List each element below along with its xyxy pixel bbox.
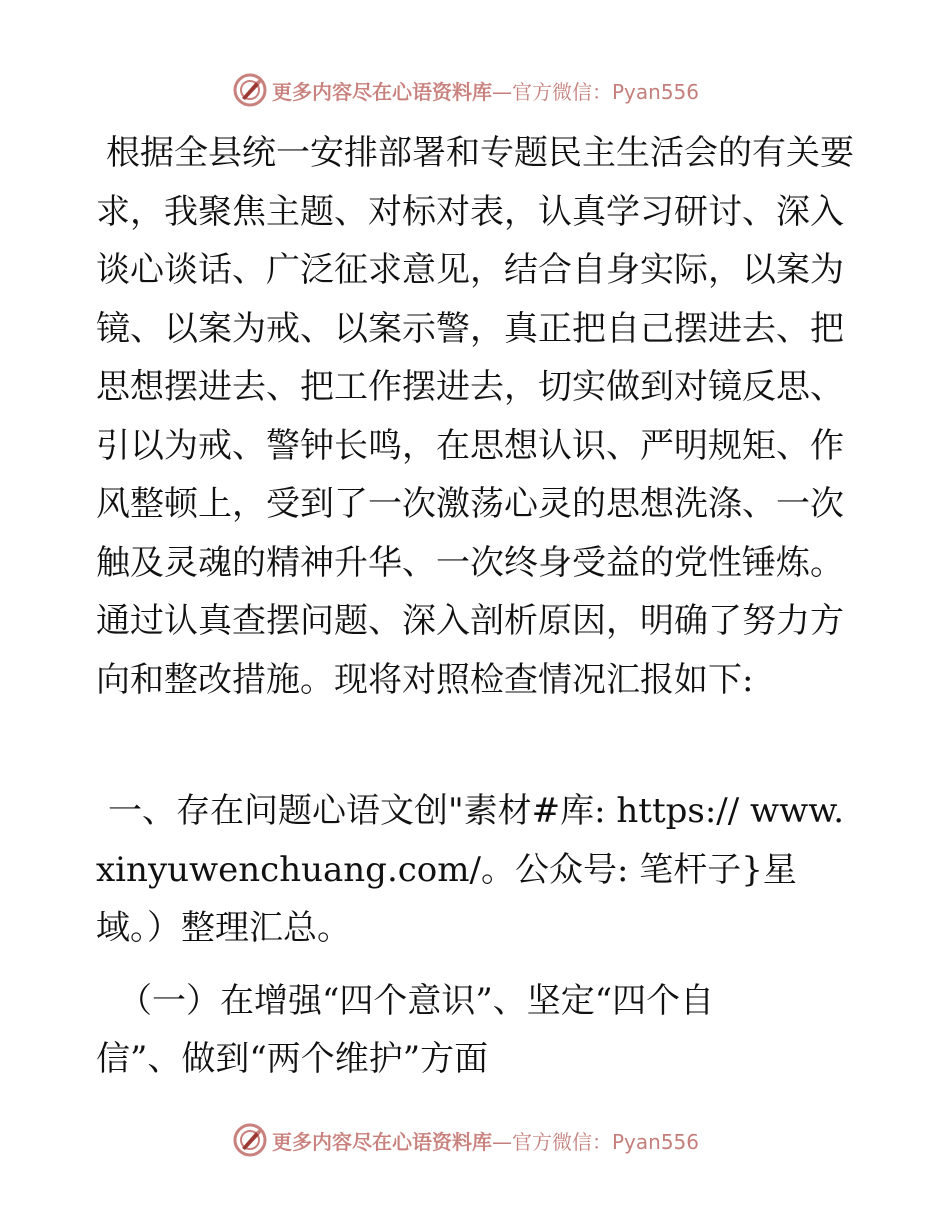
document-body [96, 124, 876, 1089]
fountain-pen-logo-icon [232, 1122, 268, 1158]
section-heading-problems: 一、存在问题心语文创"素材#库: https:// www.xinyuwenchuang.com/。公众号: 笔杆子}星域。）整理汇总。 [96, 791, 845, 948]
watermark-text [272, 1126, 699, 1155]
watermark-text-tail: —官方微信：Pyan556 [492, 79, 700, 104]
fountain-pen-logo-icon [232, 72, 268, 108]
watermark-text-tail: —官方微信：Pyan556 [492, 1129, 700, 1154]
header-watermark [232, 70, 752, 110]
watermark-text-lead: 更多内容尽在心语资料库 [272, 79, 492, 104]
watermark-text [272, 76, 699, 105]
subsection-heading-1: （一）在增强“四个意识”、坚定“四个自信”、做到“两个维护”方面 [96, 980, 715, 1079]
watermark-text-lead: 更多内容尽在心语资料库 [272, 1129, 492, 1154]
footer-watermark [232, 1120, 752, 1160]
intro-paragraph: 根据全县统一安排部署和专题民主生活会的有关要求，我聚焦主题、对标对表，认真学习研讨、深入谈心谈话、广泛征求意见，结合自身实际，以案为镜、以案为戒、以案示警，真正把自己摆进去、把思想摆进去、把工作摆进去，切实做到对镜反思、引以为戒、警钟长鸣，在思想认识、严明规矩、作风整顿上，受到了一次激荡心灵的思想洗涤、一次触及灵魂的精神升华、一次终身受益的党性锤炼。通过认真查摆问题、深入剖析原因，明确了努力方向和整改措施。现将对照检查情况汇报如下: [96, 133, 854, 700]
